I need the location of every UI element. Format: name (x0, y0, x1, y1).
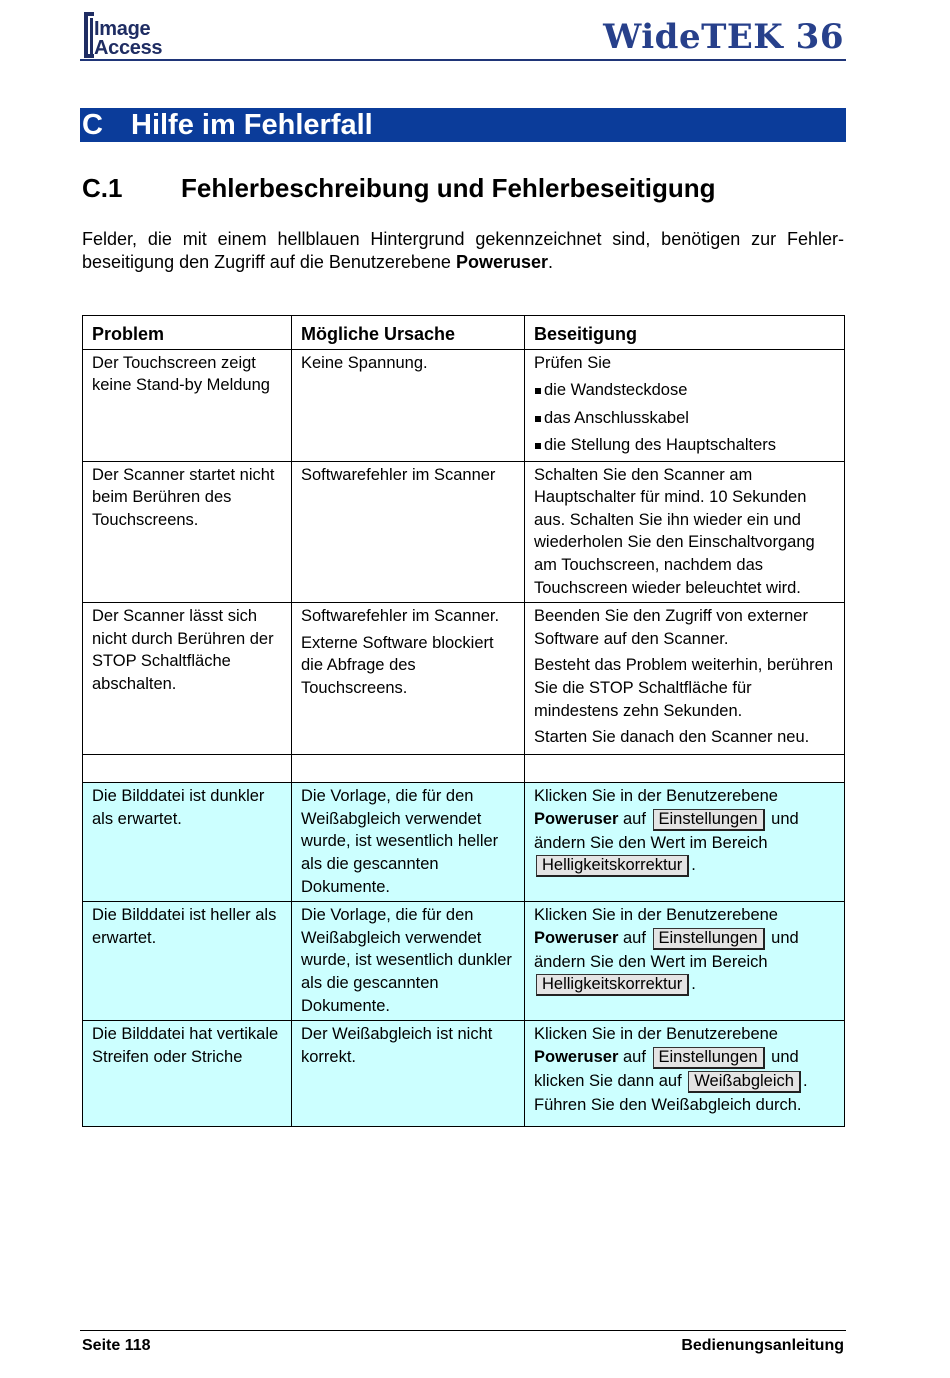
table-row-poweruser (83, 1021, 845, 1127)
weissabgleich-button: Weißabgleich (688, 1071, 801, 1093)
list-item (534, 434, 835, 457)
image-access-logo (82, 10, 182, 60)
list-item-text: die Stellung des Hauptschalters (544, 436, 777, 455)
einstellungen-button: Einstellungen (653, 1047, 765, 1069)
empty-cell (83, 755, 292, 783)
fix-text: und klicken Sie dann auf (534, 1047, 799, 1090)
bullet-icon (535, 388, 541, 394)
fix-intro: Prüfen Sie (534, 353, 612, 372)
list-item-text: das Anschlusskabel (544, 408, 689, 427)
brand-title: WideTEK 36 (603, 17, 844, 57)
table-row (83, 349, 845, 461)
cause-cell: Die Vorlage, die für den Weißabgleich verwendet wurde, ist wesentlich dunkler als die gescannten Dokumente. (292, 902, 525, 1021)
fix-text: Klicken Sie in der Benutzerebene (534, 1025, 778, 1044)
header-cause: Mögliche Ursache (292, 316, 525, 350)
cause-text-2: Externe Software blockiert die Abfrage des Touchscreens. (301, 633, 494, 697)
fix-text-1: Beenden Sie den Zugriff von externer Software auf den Scanner. (534, 607, 808, 648)
fix-text: Klicken Sie in der Benutzerebene (534, 787, 778, 806)
fix-text: auf (622, 809, 646, 828)
fix-text: Bereich (711, 833, 768, 852)
intro-bold: Poweruser (455, 252, 548, 272)
cause-cell: Keine Spannung. (292, 349, 525, 461)
problem-cell: Die Bilddatei ist dunkler als erwartet. (83, 783, 292, 902)
bullet-icon (535, 416, 541, 422)
table-header-row (83, 316, 845, 350)
einstellungen-button: Einstellungen (653, 928, 765, 950)
list-item-text: die Wandsteckdose (544, 381, 688, 400)
poweruser-label: Poweruser (534, 928, 619, 947)
intro-end: . (548, 252, 554, 272)
chapter-bar (80, 108, 846, 142)
poweruser-label: Poweruser (534, 809, 619, 828)
empty-cell (525, 755, 845, 783)
page-number: Seite 118 (82, 1337, 151, 1354)
fix-text-3: Starten Sie danach den Scanner neu. (534, 728, 810, 747)
troubleshooting-table (82, 315, 845, 1127)
section-title: Fehlerbeschreibung und Fehlerbeseitigung (181, 173, 716, 203)
problem-cell: Der Touchscreen zeigt keine Stand-by Meldung (83, 349, 292, 461)
problem-cell: Der Scanner lässt sich nicht durch Berühren der STOP Schaltfläche abschalten. (83, 603, 292, 755)
header-fix: Beseitigung (525, 316, 845, 350)
fix-text: auf (622, 928, 646, 947)
fix-last-line: Führen Sie den Weißabgleich durch. (534, 1095, 802, 1114)
fix-cell (525, 783, 845, 902)
fix-text: und ändern Sie den Wert im (534, 809, 799, 852)
helligkeitskorrektur-button: Helligkeitskorrektur (536, 974, 689, 996)
cause-cell: Der Weißabgleich ist nicht korrekt. (292, 1021, 525, 1127)
cause-cell (292, 603, 525, 755)
table-row-poweruser (83, 783, 845, 902)
problem-cell: Die Bilddatei ist heller als erwartet. (83, 902, 292, 1021)
bullet-icon (535, 443, 541, 449)
section-number: C.1 (82, 173, 123, 203)
fix-cell (525, 902, 845, 1021)
header-rule (80, 59, 846, 61)
fix-cell (525, 349, 845, 461)
problem-cell: Die Bilddatei hat vertikale Streifen oder Striche (83, 1021, 292, 1127)
cause-text-1: Softwarefehler im Scanner. (301, 607, 500, 626)
list-item (534, 379, 835, 402)
fix-cell: Schalten Sie den Scanner am Hauptschalter für mind. 10 Sekunden aus. Schalten Sie ihn wieder ein und wiederholen Sie den Einschaltvorgang am Touchscreen, nachdem das Touchscreen wieder beleuchtet wird. (525, 461, 845, 603)
fix-text: . (691, 975, 696, 994)
cause-cell: Die Vorlage, die für den Weißabgleich verwendet wurde, ist wesentlich heller als die gescannten Dokumente. (292, 783, 525, 902)
logo-line-1: Image (94, 18, 151, 40)
chapter-letter: C (82, 109, 103, 141)
fix-text: . (691, 856, 696, 875)
empty-cell (292, 755, 525, 783)
helligkeitskorrektur-button: Helligkeitskorrektur (536, 855, 689, 877)
poweruser-label: Poweruser (534, 1047, 619, 1066)
list-item (534, 407, 835, 430)
fix-text: Klicken Sie in der Benutzerebene (534, 906, 778, 925)
empty-row (83, 755, 845, 783)
intro-paragraph (82, 228, 844, 274)
cause-cell: Softwarefehler im Scanner (292, 461, 525, 603)
table-row (83, 603, 845, 755)
header-problem: Problem (83, 316, 292, 350)
chapter-title: Hilfe im Fehlerfall (131, 109, 373, 141)
fix-text: . (802, 1071, 808, 1090)
fix-text-2: Besteht das Problem weiterhin, berühren Sie die STOP Schaltfläche für mindestens zehn Sekunden. (534, 656, 833, 720)
intro-text: Felder, die mit einem hellblauen Hintergrund gekennzeichnet sind, benötigen zur Fehler-beseitigung den Zugriff auf die Benutzerebene (82, 229, 844, 272)
problem-cell: Der Scanner startet nicht beim Berühren des Touchscreens. (83, 461, 292, 603)
fix-cell (525, 1021, 845, 1127)
fix-text: auf (622, 1047, 646, 1066)
document-title: Bedienungsanleitung (681, 1337, 844, 1354)
table-row-poweruser (83, 902, 845, 1021)
fix-text: und ändern Sie den Wert im (534, 928, 799, 971)
table-row (83, 461, 845, 603)
fix-cell (525, 603, 845, 755)
einstellungen-button: Einstellungen (653, 809, 765, 831)
footer-rule (80, 1330, 846, 1331)
fix-text: Bereich (711, 952, 768, 971)
logo-line-2: Access (94, 37, 163, 59)
